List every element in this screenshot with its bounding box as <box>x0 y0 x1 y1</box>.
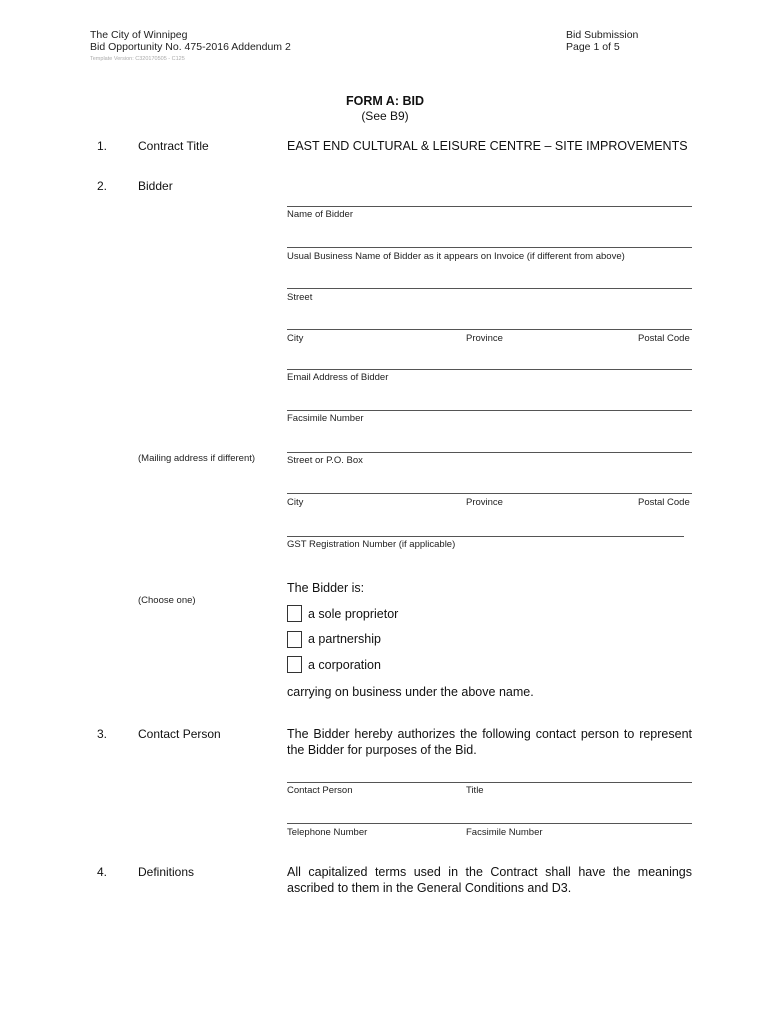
street-po-label: Street or P.O. Box <box>287 455 363 466</box>
section-3-number: 3. <box>97 727 108 741</box>
usual-business-name-label: Usual Business Name of Bidder as it appears on Invoice (if different from above) <box>287 251 625 262</box>
section-2-label: Bidder <box>138 179 173 193</box>
contact-facsimile-label: Facsimile Number <box>466 827 543 838</box>
form-title: FORM A: BID <box>346 94 424 108</box>
section-2-number: 2. <box>97 179 108 193</box>
definitions-paragraph: All capitalized terms used in the Contract shall have the meanings ascribed to them in the General Conditions and D3. <box>287 865 692 895</box>
usual-business-name-line[interactable] <box>287 247 692 248</box>
mailing-city-label: City <box>287 497 304 508</box>
contact-person-paragraph: The Bidder hereby authorizes the following contact person to represent the Bidder for purposes of the Bid. <box>287 727 692 757</box>
partnership-checkbox[interactable] <box>287 631 302 648</box>
contact-person-label: Contact Person <box>287 785 353 796</box>
section-1-label: Contract Title <box>138 139 209 153</box>
facsimile-label: Facsimile Number <box>287 413 364 424</box>
header-bid-submission: Bid Submission <box>566 29 639 41</box>
email-line[interactable] <box>287 369 692 370</box>
sole-proprietor-label: a sole proprietor <box>308 607 399 621</box>
contract-title-value: EAST END CULTURAL & LEISURE CENTRE – SITE IMPROVEMENTS <box>287 139 688 153</box>
mailing-city-province-postal-line[interactable] <box>287 493 692 494</box>
header-page-number: Page 1 of 5 <box>566 41 620 53</box>
partnership-label: a partnership <box>308 632 381 646</box>
contact-person-title-line[interactable] <box>287 782 692 783</box>
mailing-postal-code-label: Postal Code <box>638 497 690 508</box>
corporation-checkbox[interactable] <box>287 656 302 673</box>
contact-title-label: Title <box>466 785 484 796</box>
sole-proprietor-checkbox[interactable] <box>287 605 302 622</box>
section-4-number: 4. <box>97 865 108 879</box>
facsimile-line[interactable] <box>287 410 692 411</box>
section-1-number: 1. <box>97 139 108 153</box>
choose-one-note: (Choose one) <box>138 595 196 606</box>
corporation-label: a corporation <box>308 658 381 672</box>
header-city: The City of Winnipeg <box>90 29 188 41</box>
name-of-bidder-label: Name of Bidder <box>287 209 354 220</box>
telephone-facsimile-line[interactable] <box>287 823 692 824</box>
street-line[interactable] <box>287 288 692 289</box>
street-po-line[interactable] <box>287 452 692 453</box>
gst-line[interactable] <box>287 536 684 537</box>
province-label: Province <box>466 333 503 344</box>
bidder-is-heading: The Bidder is: <box>287 581 365 595</box>
carrying-on-business-text: carrying on business under the above name. <box>287 685 534 699</box>
header-bid-opportunity: Bid Opportunity No. 475-2016 Addendum 2 <box>90 41 291 53</box>
street-label: Street <box>287 292 313 303</box>
section-4-label: Definitions <box>138 865 195 879</box>
name-of-bidder-line[interactable] <box>287 206 692 207</box>
form-subtitle: (See B9) <box>361 109 409 123</box>
city-label: City <box>287 333 304 344</box>
mailing-province-label: Province <box>466 497 503 508</box>
header-template-version: Template Version: C320170505 - C125 <box>90 56 185 62</box>
email-label: Email Address of Bidder <box>287 372 389 383</box>
section-3-label: Contact Person <box>138 727 221 741</box>
postal-code-label: Postal Code <box>638 333 690 344</box>
gst-label: GST Registration Number (if applicable) <box>287 539 456 550</box>
mailing-address-note: (Mailing address if different) <box>138 453 256 464</box>
telephone-label: Telephone Number <box>287 827 368 838</box>
city-province-postal-line[interactable] <box>287 329 692 330</box>
